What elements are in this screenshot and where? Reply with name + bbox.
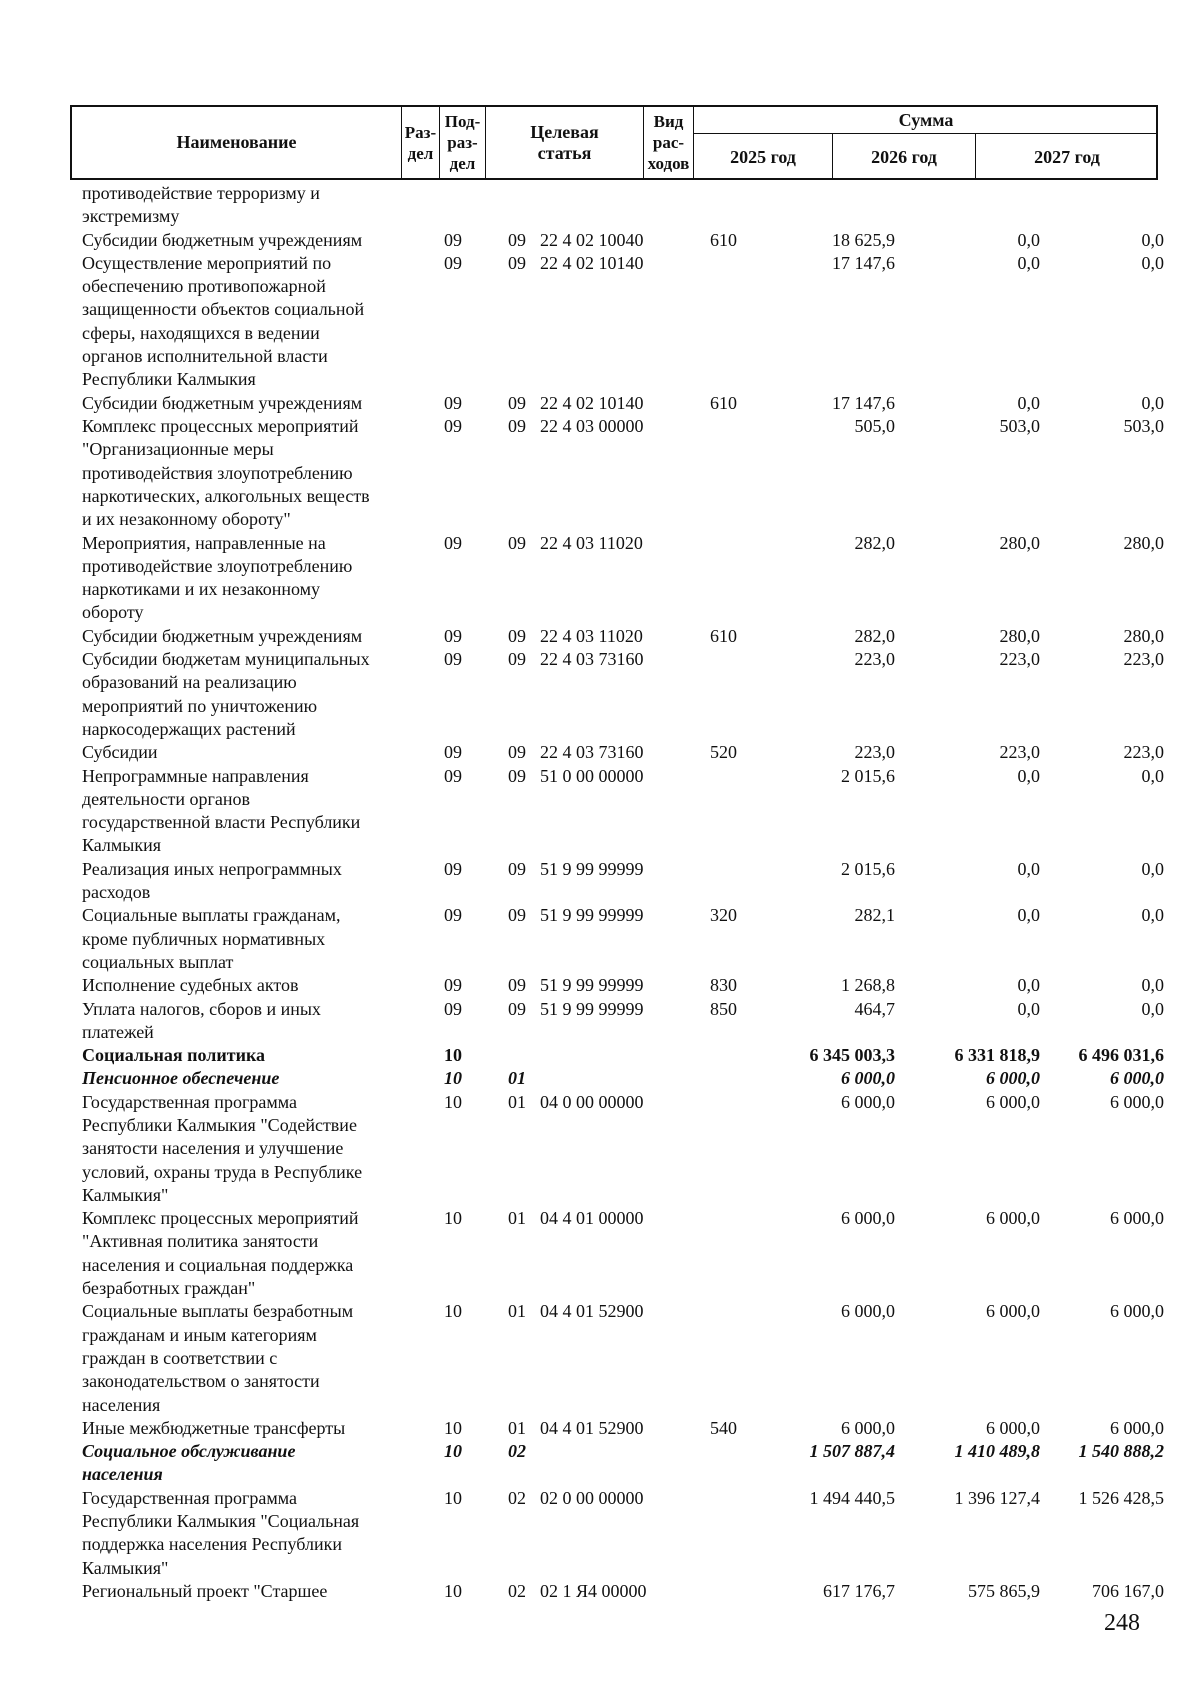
row-value-2027: 503,0 (1123, 416, 1164, 436)
row-target-article: 51 9 99 99999 (540, 858, 644, 879)
row-value-2026: 6 331 818,9 (954, 1045, 1040, 1066)
row-section: 09 (444, 858, 462, 879)
row-value-2027: 6 496 031,6 (1078, 1045, 1164, 1066)
row-value-2026: 6 000,0 (986, 1417, 1040, 1438)
row-value-2027: 0,0 (1141, 229, 1164, 250)
row-value-2025: 282,0 (854, 532, 895, 553)
table-row (0, 1300, 1200, 1417)
table-row (0, 858, 1200, 905)
row-value-2025: 282,0 (854, 625, 895, 646)
table-row (0, 904, 1200, 974)
row-value-2025: 282,1 (854, 905, 895, 926)
row-value-2027: 0,0 (1141, 858, 1164, 879)
row-section: 09 (444, 392, 462, 413)
header-sum-label: Сумма (898, 109, 954, 130)
row-subsection: 09 (508, 905, 526, 926)
row-value-2025: 6 000,0 (841, 1208, 895, 1229)
row-value-2025: 6 000,0 (841, 1068, 895, 1089)
row-value-2025: 464,7 (854, 998, 895, 1019)
row-expense-type: 610 (710, 392, 737, 413)
row-name: Уплата налогов, сборов и иных платежей (82, 998, 321, 1042)
row-value-2026: 575 865,9 (968, 1581, 1040, 1601)
row-name: Государственная программа Республики Калмыкия "Содействие занятости населения и улучшение условий, охраны труда в Республике Калмыкия" (82, 1091, 363, 1205)
row-section: 09 (444, 998, 462, 1019)
row-target-article: 22 4 03 00000 (540, 416, 644, 436)
table-row (0, 974, 1200, 997)
row-target-article: 22 4 03 73160 (540, 649, 644, 669)
row-value-2025: 617 176,7 (823, 1581, 895, 1601)
row-value-2026: 0,0 (1017, 905, 1040, 926)
row-section: 09 (444, 532, 462, 553)
row-target-article: 22 4 03 73160 (540, 742, 644, 763)
header-type-label: Вид рас- ходов (647, 112, 690, 173)
row-value-2025: 1 507 887,4 (809, 1441, 895, 1462)
row-expense-type: 830 (710, 975, 737, 996)
row-value-2026: 0,0 (1017, 392, 1040, 413)
row-target-article: 51 9 99 99999 (540, 905, 644, 926)
row-subsection: 09 (508, 998, 526, 1019)
header-2025-label: 2025 год (730, 146, 796, 167)
row-name: Социальное обслуживание населения (82, 1441, 296, 1485)
row-expense-type: 610 (710, 229, 737, 250)
row-target-article: 51 0 00 00000 (540, 765, 644, 786)
row-value-2026: 0,0 (1017, 998, 1040, 1019)
header-2026-label: 2026 год (871, 146, 937, 167)
row-subsection: 09 (508, 742, 526, 763)
row-value-2026: 280,0 (999, 532, 1040, 553)
table-row (0, 415, 1200, 532)
table-header (70, 105, 1158, 180)
row-section: 09 (444, 625, 462, 646)
row-section: 10 (444, 1208, 462, 1229)
row-value-2027: 0,0 (1141, 252, 1164, 273)
row-expense-type: 850 (710, 998, 737, 1019)
row-value-2027: 6 000,0 (1110, 1417, 1164, 1438)
header-name (72, 107, 402, 178)
row-subsection: 01 (508, 1091, 526, 1112)
header-target-label: Целевая статья (530, 121, 599, 163)
row-expense-type: 540 (710, 1417, 737, 1438)
row-name: Комплекс процессных мероприятий "Активная политика занятости населения и социальная поддержка безработных граждан" (82, 1208, 359, 1299)
row-section: 10 (444, 1487, 462, 1508)
row-value-2025: 1 494 440,5 (809, 1487, 895, 1508)
row-subsection: 09 (508, 858, 526, 879)
row-section: 10 (444, 1045, 462, 1066)
header-2025 (694, 134, 833, 180)
row-name: Субсидии бюджетным учреждениям (82, 392, 363, 413)
row-section: 10 (444, 1581, 462, 1601)
row-expense-type: 520 (710, 742, 737, 763)
table-row (0, 392, 1200, 415)
row-value-2026: 6 000,0 (986, 1068, 1040, 1089)
table-row (0, 998, 1200, 1045)
row-name: Государственная программа Республики Калмыкия "Социальная поддержка населения Республики Калмыкия" (82, 1487, 360, 1578)
row-value-2026: 0,0 (1017, 975, 1040, 996)
row-subsection: 09 (508, 416, 526, 436)
row-value-2027: 223,0 (1123, 742, 1164, 763)
table-row (0, 765, 1200, 858)
row-name: противодействие терроризму и экстремизму (82, 183, 320, 227)
header-sum (694, 107, 1158, 134)
row-value-2025: 1 268,8 (841, 975, 895, 996)
row-value-2027: 0,0 (1141, 975, 1164, 996)
row-subsection: 09 (508, 229, 526, 250)
row-subsection: 01 (508, 1301, 526, 1322)
row-subsection: 09 (508, 625, 526, 646)
row-name: Субсидии бюджетным учреждениям (82, 229, 363, 250)
table-row (0, 1580, 1200, 1603)
header-section-label: Раз- дел (404, 122, 437, 163)
row-target-article: 22 4 02 10040 (540, 229, 644, 250)
row-value-2025: 223,0 (854, 742, 895, 763)
row-value-2027: 6 000,0 (1110, 1208, 1164, 1229)
row-name: Социальная политика (82, 1045, 266, 1066)
row-value-2027: 0,0 (1141, 392, 1164, 413)
row-value-2026: 6 000,0 (986, 1301, 1040, 1322)
row-target-article: 04 4 01 52900 (540, 1417, 644, 1438)
row-section: 09 (444, 975, 462, 996)
row-value-2026: 0,0 (1017, 229, 1040, 250)
table-row (0, 1091, 1200, 1208)
table-row (0, 648, 1200, 741)
row-subsection: 01 (508, 1208, 526, 1229)
row-target-article: 22 4 03 11020 (540, 625, 643, 646)
row-subsection: 09 (508, 649, 526, 669)
row-name: Пенсионное обеспечение (82, 1068, 280, 1089)
row-subsection: 09 (508, 252, 526, 273)
row-value-2027: 6 000,0 (1110, 1301, 1164, 1322)
table-row (0, 1487, 1200, 1580)
row-name: Социальные выплаты безработным гражданам и иным категориям граждан в соответствии с законодательством о занятости населения (82, 1301, 354, 1415)
row-value-2025: 6 000,0 (841, 1301, 895, 1322)
row-expense-type: 610 (710, 625, 737, 646)
row-value-2027: 706 167,0 (1092, 1581, 1164, 1601)
row-value-2027: 6 000,0 (1110, 1091, 1164, 1112)
row-name: Мероприятия, направленные на противодействие злоупотреблению наркотиками и их незаконному обороту (82, 532, 353, 623)
row-subsection: 09 (508, 392, 526, 413)
row-subsection: 02 (508, 1581, 526, 1601)
row-name: Исполнение судебных актов (82, 975, 299, 996)
row-target-article: 22 4 02 10140 (540, 392, 644, 413)
table-row (0, 1440, 1200, 1487)
row-section: 10 (444, 1301, 462, 1322)
row-subsection: 09 (508, 765, 526, 786)
row-name: Иные межбюджетные трансферты (82, 1417, 346, 1438)
row-target-article: 04 4 01 52900 (540, 1301, 644, 1322)
header-subsection-label: Под- раз- дел (444, 112, 481, 173)
row-target-article: 22 4 02 10140 (540, 252, 644, 273)
row-value-2025: 505,0 (854, 416, 895, 436)
row-section: 09 (444, 416, 462, 436)
row-section: 09 (444, 252, 462, 273)
row-subsection: 02 (508, 1441, 526, 1462)
row-section: 09 (444, 765, 462, 786)
header-target (486, 107, 644, 178)
row-subsection: 01 (508, 1417, 526, 1438)
row-value-2027: 0,0 (1141, 765, 1164, 786)
row-target-article: 04 0 00 00000 (540, 1091, 644, 1112)
row-target-article: 51 9 99 99999 (540, 998, 644, 1019)
header-2027-label: 2027 год (1034, 146, 1100, 167)
row-value-2027: 280,0 (1123, 625, 1164, 646)
table-row (0, 182, 1200, 229)
row-name: Субсидии бюджетным учреждениям (82, 625, 363, 646)
row-section: 10 (444, 1417, 462, 1438)
row-section: 09 (444, 229, 462, 250)
header-section (402, 107, 440, 178)
table-row (0, 1067, 1200, 1090)
header-subsection (440, 107, 486, 178)
row-section: 09 (444, 649, 462, 669)
row-name: Комплекс процессных мероприятий "Организационные меры противодействия злоупотреблению наркотических, алкогольных веществ и их незаконному обороту" (82, 416, 370, 530)
row-value-2025: 6 000,0 (841, 1091, 895, 1112)
row-target-article: 02 0 00 00000 (540, 1487, 644, 1508)
header-name-label: Наименование (176, 132, 297, 152)
table-row (0, 1044, 1200, 1067)
page-number: 248 (1104, 1610, 1140, 1636)
row-value-2027: 6 000,0 (1110, 1068, 1164, 1089)
row-subsection: 01 (508, 1068, 526, 1089)
header-2026 (833, 134, 976, 180)
row-subsection: 09 (508, 532, 526, 553)
row-section: 10 (444, 1068, 462, 1089)
row-value-2027: 1 540 888,2 (1078, 1441, 1164, 1462)
row-value-2026: 1 396 127,4 (954, 1487, 1040, 1508)
row-value-2027: 0,0 (1141, 998, 1164, 1019)
row-value-2026: 0,0 (1017, 858, 1040, 879)
table-row (0, 532, 1200, 625)
row-subsection: 02 (508, 1487, 526, 1508)
row-value-2026: 0,0 (1017, 765, 1040, 786)
row-value-2025: 2 015,6 (841, 765, 895, 786)
row-value-2026: 223,0 (999, 742, 1040, 763)
table-row (0, 1207, 1200, 1300)
row-value-2026: 1 410 489,8 (954, 1441, 1040, 1462)
row-value-2025: 18 625,9 (832, 229, 895, 250)
row-value-2027: 223,0 (1123, 649, 1164, 669)
row-value-2027: 0,0 (1141, 905, 1164, 926)
row-target-article: 02 1 Я4 00000 (540, 1581, 647, 1601)
header-type (644, 107, 694, 178)
row-section: 09 (444, 742, 462, 763)
row-value-2026: 503,0 (999, 416, 1040, 436)
row-value-2025: 223,0 (854, 649, 895, 669)
table-row (0, 1417, 1200, 1440)
row-name: Субсидии (82, 742, 158, 763)
row-value-2027: 1 526 428,5 (1078, 1487, 1164, 1508)
row-value-2025: 17 147,6 (832, 392, 895, 413)
row-target-article: 51 9 99 99999 (540, 975, 644, 996)
row-value-2025: 17 147,6 (832, 252, 895, 273)
row-name: Осуществление мероприятий по обеспечению противопожарной защищенности объектов социальной сферы, находящихся в ведении органов исполнительной власти Республики Калмыкия (82, 252, 365, 390)
row-target-article: 22 4 03 11020 (540, 532, 643, 553)
row-section: 10 (444, 1091, 462, 1112)
row-section: 10 (444, 1441, 462, 1462)
table-row (0, 741, 1200, 764)
row-expense-type: 320 (710, 905, 737, 926)
row-value-2027: 280,0 (1123, 532, 1164, 553)
row-name: Региональный проект "Старшее (82, 1581, 328, 1601)
row-name: Реализация иных непрограммных расходов (82, 858, 342, 902)
row-value-2025: 6 000,0 (841, 1417, 895, 1438)
header-2027 (976, 134, 1158, 180)
row-name: Социальные выплаты гражданам, кроме публичных нормативных социальных выплат (82, 905, 341, 972)
table-row (0, 229, 1200, 252)
row-subsection: 09 (508, 975, 526, 996)
row-value-2026: 6 000,0 (986, 1091, 1040, 1112)
row-value-2026: 223,0 (999, 649, 1040, 669)
row-section: 09 (444, 905, 462, 926)
row-value-2026: 0,0 (1017, 252, 1040, 273)
row-value-2026: 6 000,0 (986, 1208, 1040, 1229)
table-row (0, 252, 1200, 392)
row-target-article: 04 4 01 00000 (540, 1208, 644, 1229)
row-value-2026: 280,0 (999, 625, 1040, 646)
row-name: Непрограммные направления деятельности органов государственной власти Республики Калмыкия (82, 765, 361, 856)
row-value-2025: 6 345 003,3 (809, 1045, 895, 1066)
table-row (0, 625, 1200, 648)
row-value-2025: 2 015,6 (841, 858, 895, 879)
row-name: Субсидии бюджетам муниципальных образований на реализацию мероприятий по уничтожению наркосодержащих растений (82, 649, 370, 739)
